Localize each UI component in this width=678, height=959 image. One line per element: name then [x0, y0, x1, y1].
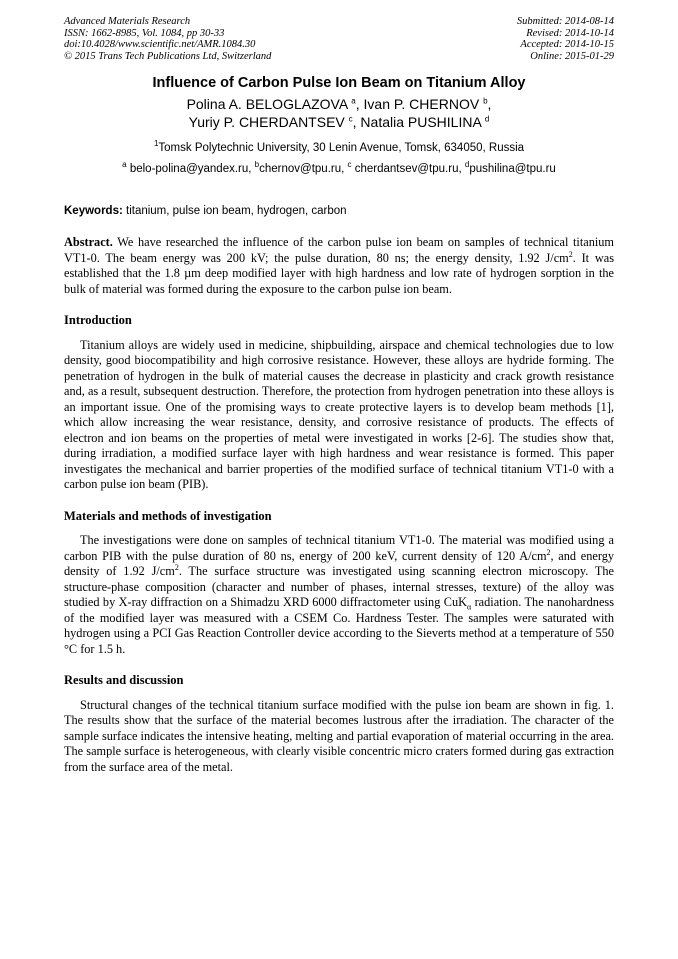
email-link: chernov@tpu.ru,	[259, 163, 345, 176]
results-paragraph: Structural changes of the technical titanium surface modified with the pulse ion beam are shown in fig. 1. The results show that the surface of the material becomes lustrous after the irradiation. The character of the sample surface indicates the intensive heating, melting and partial evaporation of material occurring in the area. The sample surface is heterogeneous, with clearly visible concentric micro craters formed during gas extraction from the surface area of the metal.	[64, 697, 614, 774]
journal-header	[64, 16, 614, 62]
author-emails	[64, 162, 614, 177]
email-sup: d	[464, 160, 470, 170]
methods-text: radiation. The nanohardness of the modified layer was measured with a CSEM Co. Hardness Tester. The samples were saturated with hydrogen using a PCI Gas Reaction Controller device according to the Sieverts method at a temperature of 550 °C for 1.5 h.	[64, 595, 614, 656]
author-line-2: Yuriy P. CHERDANTSEV $^c$, Natalia PUSHILINA $^d$	[188, 114, 490, 131]
date-submitted: Submitted: 2014-08-14	[516, 16, 614, 27]
date-online: Online: 2015-01-29	[530, 50, 614, 62]
paper-page	[64, 16, 614, 775]
methods-sup: 2	[546, 547, 551, 557]
email-link: pushilina@tpu.ru	[469, 163, 556, 176]
author-list	[64, 95, 614, 131]
email-link: cherdantsev@tpu.ru,	[354, 163, 462, 176]
author-name: Ivan P. CHERNOV	[363, 96, 480, 113]
date-revised: Revised: 2014-10-14	[526, 27, 614, 39]
publication-dates	[517, 16, 614, 62]
abstract-text: We have researched the influence of the carbon pulse ion beam on samples of technical titanium VT1-0. The beam energy was 200 kV; the pulse duration, 80 ns; the energy density, 1.92 J/cm	[64, 235, 614, 265]
email-sup: b	[254, 160, 260, 170]
abstract-text-2: . It was established that the 1.8 µm deep modified layer with high hardness and low rate of hydrogen sorption in the bulk of material was formed during the exposure to the carbon pulse ion beam.	[64, 250, 614, 296]
author-name: Natalia PUSHILINA	[360, 114, 482, 131]
paper-title: Influence of Carbon Pulse Ion Beam on Titanium Alloy	[152, 75, 526, 92]
affiliation-text: Tomsk Polytechnic University, 30 Lenin Avenue, Tomsk, 634050, Russia	[158, 142, 525, 155]
journal-doi: doi:10.4028/www.scientific.net/AMR.1084.30	[64, 39, 256, 51]
date-accepted: Accepted: 2014-10-15	[520, 39, 614, 51]
author-sup: d	[484, 114, 490, 124]
section-heading-methods: Materials and methods of investigation	[64, 508, 272, 523]
author-name: Polina A. BELOGLAZOVA	[186, 96, 348, 113]
methods-text: The investigations were done on samples of technical titanium VT1-0. The material was modified using a carbon PIB with the pulse duration of 80 ns, energy of 200 keV, current density of 120 A/cm	[64, 533, 614, 563]
methods-sup: 2	[174, 563, 179, 573]
journal-info	[64, 16, 271, 62]
introduction-paragraph: Titanium alloys are widely used in medicine, shipbuilding, airspace and chemical technologies due to low density, good biocompatibility and high corrosive resistance. However, these alloys are hydride forming. The penetration of hydrogen in the bulk of material causes the decrease in plasticity and crack growth resistance and, as a result, subsequent destruction. Therefore, the protection from hydrogen penetration into these alloys is an important issue. One of the promising ways to create protective layers is to develop beam methods [1], which allow increasing the wear resistance, density, and corrosive resistance of products. The effects of electron and ion beams on the properties of metal were investigated in works [2-6]. The studies show that, during irradiation, a modified surface layer with high hardness and wear resistance is formed. This paper investigates the mechanical and barrier properties of the modified surface of technical titanium VT1-0 with a carbon pulse ion beam (PIB).	[64, 337, 614, 492]
abstract	[64, 235, 614, 297]
section-heading-results: Results and discussion	[64, 673, 184, 688]
author-sup: b	[483, 96, 488, 106]
methods-text: . The surface structure was investigated using scanning electron microscopy. The structure-phase composition (character and number of phases, internal stresses, texture) of the alloy was studied by X-ray diffraction on a Shimadzu XRD 6000 diffractometer using CuK	[64, 564, 614, 610]
methods-paragraph	[64, 533, 614, 657]
email-link: belo-polina@yandex.ru,	[129, 163, 252, 176]
journal-name: Advanced Materials Research	[64, 16, 191, 27]
methods-text: , and energy density of 1.92 J/cm	[64, 548, 614, 579]
email-sup: c	[347, 160, 352, 170]
section-heading-introduction: Introduction	[64, 313, 132, 328]
author-line-1: Polina A. BELOGLAZOVA $^a$, Ivan P. CHERNOV $^b$,	[186, 96, 492, 113]
methods-sub: α	[466, 602, 472, 612]
author-sup: c	[348, 114, 353, 124]
email-sup: a	[122, 160, 127, 170]
author-name: Yuriy P. CHERDANTSEV	[188, 114, 345, 131]
journal-copyright: © 2015 Trans Tech Publications Ltd, Switzerland	[64, 50, 272, 62]
affiliation-sup: 1	[153, 139, 159, 149]
abstract-sup: 2	[568, 249, 573, 259]
affiliation	[64, 141, 614, 156]
keywords-text: titanium, pulse ion beam, hydrogen, carbon	[126, 205, 347, 218]
keywords	[64, 204, 614, 219]
author-sup: a	[351, 96, 356, 106]
keywords-label: Keywords:	[64, 205, 123, 218]
abstract-label: Abstract.	[64, 235, 113, 250]
journal-issn: ISSN: 1662-8985, Vol. 1084, pp 30-33	[64, 27, 225, 39]
